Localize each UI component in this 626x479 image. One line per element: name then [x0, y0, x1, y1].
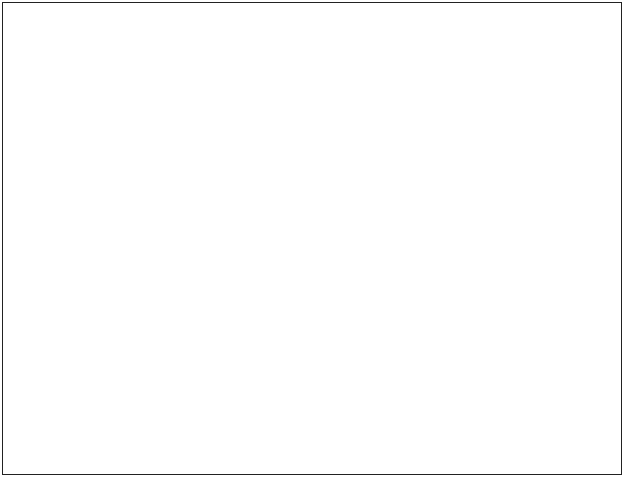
auction-notice	[2, 2, 622, 475]
notice-body	[9, 9, 615, 470]
